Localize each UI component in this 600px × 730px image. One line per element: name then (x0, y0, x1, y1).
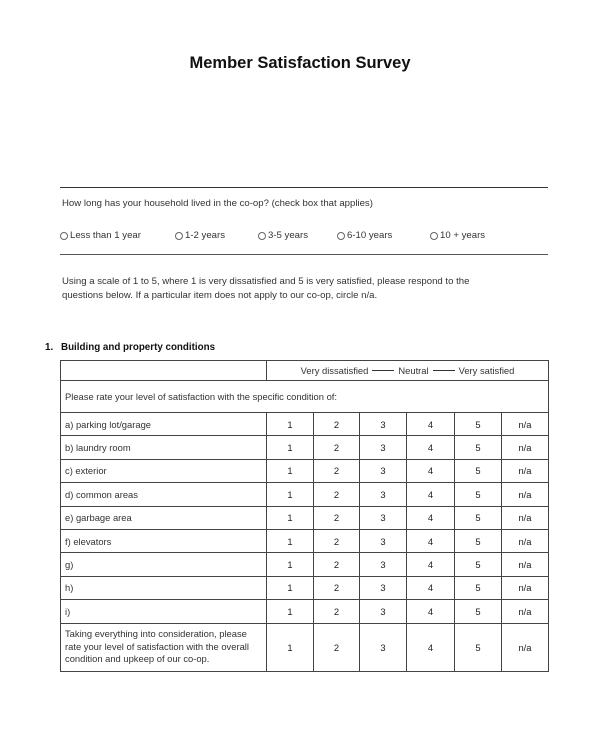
rating-option-2[interactable]: 2 (314, 553, 360, 576)
rating-option-2[interactable]: 2 (314, 413, 360, 436)
radio-circle-icon[interactable] (337, 232, 345, 240)
rating-option-1[interactable]: 1 (267, 553, 314, 576)
rating-option-2[interactable]: 2 (314, 600, 360, 623)
rating-option-1[interactable]: 1 (267, 623, 314, 671)
table-row (61, 483, 549, 506)
rating-option-3[interactable]: 3 (360, 623, 407, 671)
intro-row (61, 381, 549, 413)
item-label: h) (61, 576, 267, 599)
option-10-plus-years[interactable] (430, 230, 485, 241)
item-label: e) garbage area (61, 506, 267, 529)
table-row (61, 576, 549, 599)
rating-option-4[interactable]: 4 (407, 600, 455, 623)
option-label: 3-5 years (268, 230, 308, 241)
rating-option-4[interactable]: 4 (407, 506, 455, 529)
intro-text: Please rate your level of satisfaction with the specific condition of: (61, 381, 549, 413)
scale-dash (433, 370, 455, 371)
radio-circle-icon[interactable] (60, 232, 68, 240)
rating-option-3[interactable]: 3 (360, 436, 407, 459)
rating-option-5[interactable]: 5 (455, 576, 502, 599)
rating-option-5[interactable]: 5 (455, 413, 502, 436)
scale-header (267, 361, 549, 381)
rating-option-1[interactable]: 1 (267, 459, 314, 482)
rating-option-2[interactable]: 2 (314, 506, 360, 529)
table-row (61, 413, 549, 436)
option-1-2-years[interactable] (175, 230, 225, 241)
rating-option-2[interactable]: 2 (314, 436, 360, 459)
rating-option-3[interactable]: 3 (360, 506, 407, 529)
item-label: Taking everything into consideration, please rate your level of satisfaction with the overall condition and upkeep of our co-op. (61, 623, 267, 671)
option-label: 1-2 years (185, 230, 225, 241)
option-6-10-years[interactable] (337, 230, 392, 241)
page-title: Member Satisfaction Survey (189, 54, 411, 72)
item-label: d) common areas (61, 483, 267, 506)
rating-option-1[interactable]: 1 (267, 483, 314, 506)
rating-option-4[interactable]: 4 (407, 623, 455, 671)
option-3-5-years[interactable] (258, 230, 308, 241)
table-row (61, 436, 549, 459)
rating-option-5[interactable]: 5 (455, 623, 502, 671)
rating-option-5[interactable]: 5 (455, 459, 502, 482)
rating-option-na[interactable]: n/a (502, 413, 549, 436)
top-divider (60, 187, 548, 188)
section-heading (45, 342, 215, 353)
option-label: 6-10 years (347, 230, 393, 241)
rating-option-4[interactable]: 4 (407, 436, 455, 459)
scale-header-row (61, 361, 549, 381)
table-row (61, 459, 549, 482)
household-question: How long has your household lived in the co-op? (check box that applies) (62, 198, 373, 209)
rating-option-3[interactable]: 3 (360, 600, 407, 623)
rating-option-1[interactable]: 1 (267, 600, 314, 623)
rating-option-5[interactable]: 5 (455, 436, 502, 459)
rating-option-1[interactable]: 1 (267, 529, 314, 552)
table-row (61, 506, 549, 529)
rating-option-1[interactable]: 1 (267, 436, 314, 459)
section-number: 1. (45, 342, 54, 353)
table-row (61, 529, 549, 552)
item-label: a) parking lot/garage (61, 413, 267, 436)
option-less-than-1-year[interactable] (60, 230, 141, 241)
scale-low-label: Very dissatisfied (300, 365, 369, 376)
rating-option-na[interactable]: n/a (502, 436, 549, 459)
item-label: c) exterior (61, 459, 267, 482)
rating-option-2[interactable]: 2 (314, 459, 360, 482)
rating-option-4[interactable]: 4 (407, 553, 455, 576)
rating-option-1[interactable]: 1 (267, 576, 314, 599)
rating-option-na[interactable]: n/a (502, 600, 549, 623)
rating-option-1[interactable]: 1 (267, 413, 314, 436)
table-row (61, 600, 549, 623)
scale-mid-label: Neutral (398, 365, 429, 376)
rating-option-na[interactable]: n/a (502, 459, 549, 482)
household-options (60, 230, 550, 244)
rating-option-5[interactable]: 5 (455, 553, 502, 576)
rating-option-4[interactable]: 4 (407, 529, 455, 552)
rating-option-3[interactable]: 3 (360, 483, 407, 506)
section-title: Building and property conditions (61, 342, 216, 353)
header-empty-cell (61, 361, 267, 381)
rating-option-5[interactable]: 5 (455, 529, 502, 552)
section-divider (60, 254, 548, 255)
rating-option-2[interactable]: 2 (314, 483, 360, 506)
rating-option-na[interactable]: n/a (502, 506, 549, 529)
option-label: Less than 1 year (70, 230, 141, 241)
item-label: f) elevators (61, 529, 267, 552)
scale-dash (372, 370, 394, 371)
item-label: i) (61, 600, 267, 623)
rating-option-3[interactable]: 3 (360, 413, 407, 436)
radio-circle-icon[interactable] (430, 232, 438, 240)
rating-option-4[interactable]: 4 (407, 413, 455, 436)
item-rows (61, 413, 549, 672)
rating-option-3[interactable]: 3 (360, 576, 407, 599)
item-label: b) laundry room (61, 436, 267, 459)
rating-option-2[interactable]: 2 (314, 623, 360, 671)
radio-circle-icon[interactable] (175, 232, 183, 240)
rating-option-na[interactable]: n/a (502, 553, 549, 576)
rating-option-na[interactable]: n/a (502, 483, 549, 506)
instructions-text: Using a scale of 1 to 5, where 1 is very dissatisfied and 5 is very satisfied, please respond to the questions below. If a particular item does not apply to our co-op, circle n/a. (62, 276, 470, 301)
rating-option-3[interactable]: 3 (360, 459, 407, 482)
rating-option-4[interactable]: 4 (407, 483, 455, 506)
option-label: 10 + years (440, 230, 486, 241)
rating-option-5[interactable]: 5 (455, 600, 502, 623)
rating-option-2[interactable]: 2 (314, 529, 360, 552)
rating-option-4[interactable]: 4 (407, 459, 455, 482)
rating-option-na[interactable]: n/a (502, 529, 549, 552)
rating-option-na[interactable]: n/a (502, 576, 549, 599)
rating-option-5[interactable]: 5 (455, 483, 502, 506)
rating-option-3[interactable]: 3 (360, 529, 407, 552)
rating-option-3[interactable]: 3 (360, 553, 407, 576)
scale-high-label: Very satisfied (458, 365, 515, 376)
item-label: g) (61, 553, 267, 576)
rating-option-2[interactable]: 2 (314, 576, 360, 599)
rating-table (60, 360, 549, 672)
rating-option-5[interactable]: 5 (455, 506, 502, 529)
rating-option-na[interactable]: n/a (502, 623, 549, 671)
table-row (61, 553, 549, 576)
rating-option-4[interactable]: 4 (407, 576, 455, 599)
rating-option-1[interactable]: 1 (267, 506, 314, 529)
radio-circle-icon[interactable] (258, 232, 266, 240)
table-row (61, 623, 549, 671)
